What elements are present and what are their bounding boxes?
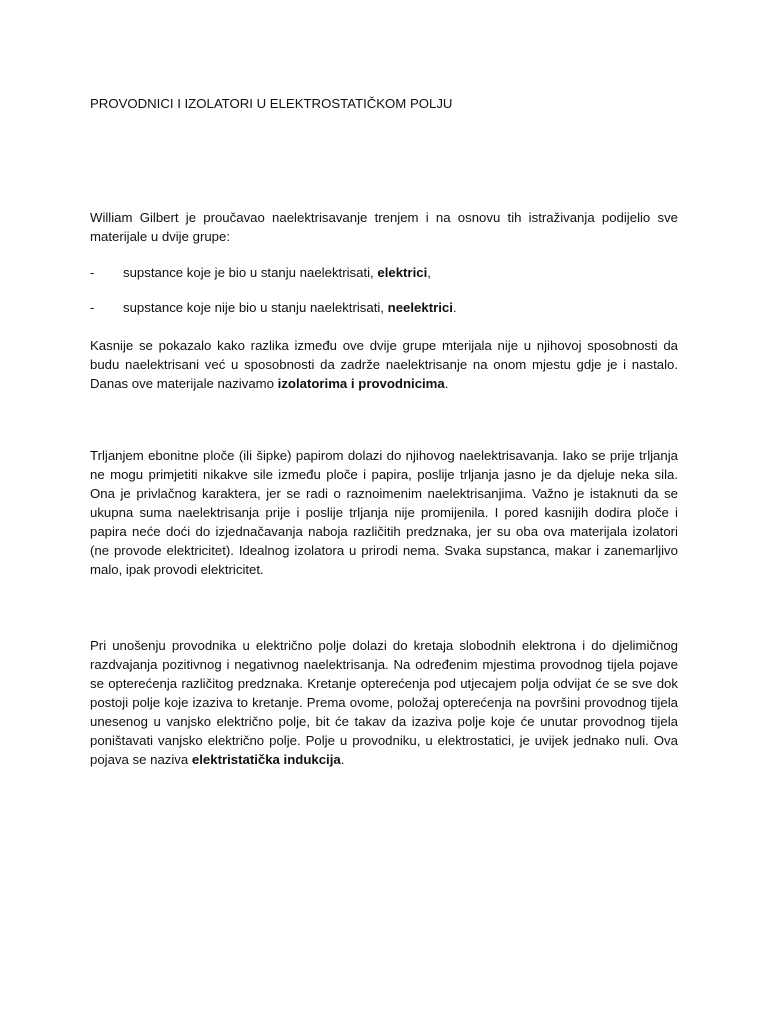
bullet-dash: - [90,300,95,315]
bullet-text: supstance koje je bio u stanju naelektrisati, elektrici, [123,265,431,280]
bullet-dash: - [90,265,95,280]
paragraph-text: Kasnije se pokazalo kako razlika između ove dvije grupe mterijala nije u njihovoj sposobnosti da budu naelektrisani već u sposobnosti da zadrže naelektrisanje na onom mjestu gdje je i nastalo. Danas ove materijale nazivamo izolatorima i provodnicima. [90,338,678,391]
paragraph-1 [90,336,678,393]
bullet-text: supstance koje nije bio u stanju naelektrisati, neelektrici. [123,300,457,315]
paragraph-2 [90,446,678,579]
bullet-bold-term: elektrici [377,265,428,280]
intro-text: William Gilbert je proučavao naelektrisavanje trenjem i na osnovu tih istraživanja podijelio sve materijale u dvije grupe: [90,210,678,244]
bold-term: provodnicima [358,376,445,391]
bold-term: elektristatička indukcija [191,752,341,767]
paragraph-3 [90,636,678,769]
paragraph-text: Trljanjem ebonitne ploče (ili šipke) papirom dolazi do njihovog naelektrisavanja. Iako se prije trljanja ne mogu primjetiti nikakve sile između ploče i papira, poslije trljanja jasno je da djeluje neka sila. Ona je privlačnog karaktera, jer se radi o raznoimenim naelektrisanjima. Važno je istaknuti da se ukupna suma naelektrisanja prije i poslije trljanja nije promijenila. I pored kasnijih dodira ploče i papira neće doći do izjednačavanja naboja različitih predznaka, jer su oba ova materijala izolatori (ne provode elektricitet). Idealnog izolatora u prirodi nema. Svaka supstanca, makar i zanemarljivo malo, ipak provodi elektricitet. [90,448,678,577]
paragraph-text: Pri unošenju provodnika u električno polje dolazi do kretaja slobodnih elektrona i do djelimičnog razdvajanja pozitivnog i negativnog naelektrisanja. Na određenim mjestima provodnog tijela pojave se opterećenja različitog predznaka. Kretanje opterećenja pod utjecajem polja odvijat će se sve dok postoji polje koje izaziva to kretanje. Prema ovome, položaj opterećenja na površini provodnog tijela unesenog u vanjsko električno polje, bit će takav da izaziva polje koje će unutar provodnog tijela poništavati vanjsko električno polje. Polje u provodniku, u elektrostatici, je uvijek jednako nuli. Ova pojava se naziva elektristatička indukcija. [90,638,678,767]
page-title: PROVODNICI I IZOLATORI U ELEKTROSTATIČKOM POLJU [90,96,453,111]
intro-paragraph [90,208,678,246]
bullet-bold-term: neelektrici [387,300,453,315]
bold-term: izolatorima i [277,376,355,391]
